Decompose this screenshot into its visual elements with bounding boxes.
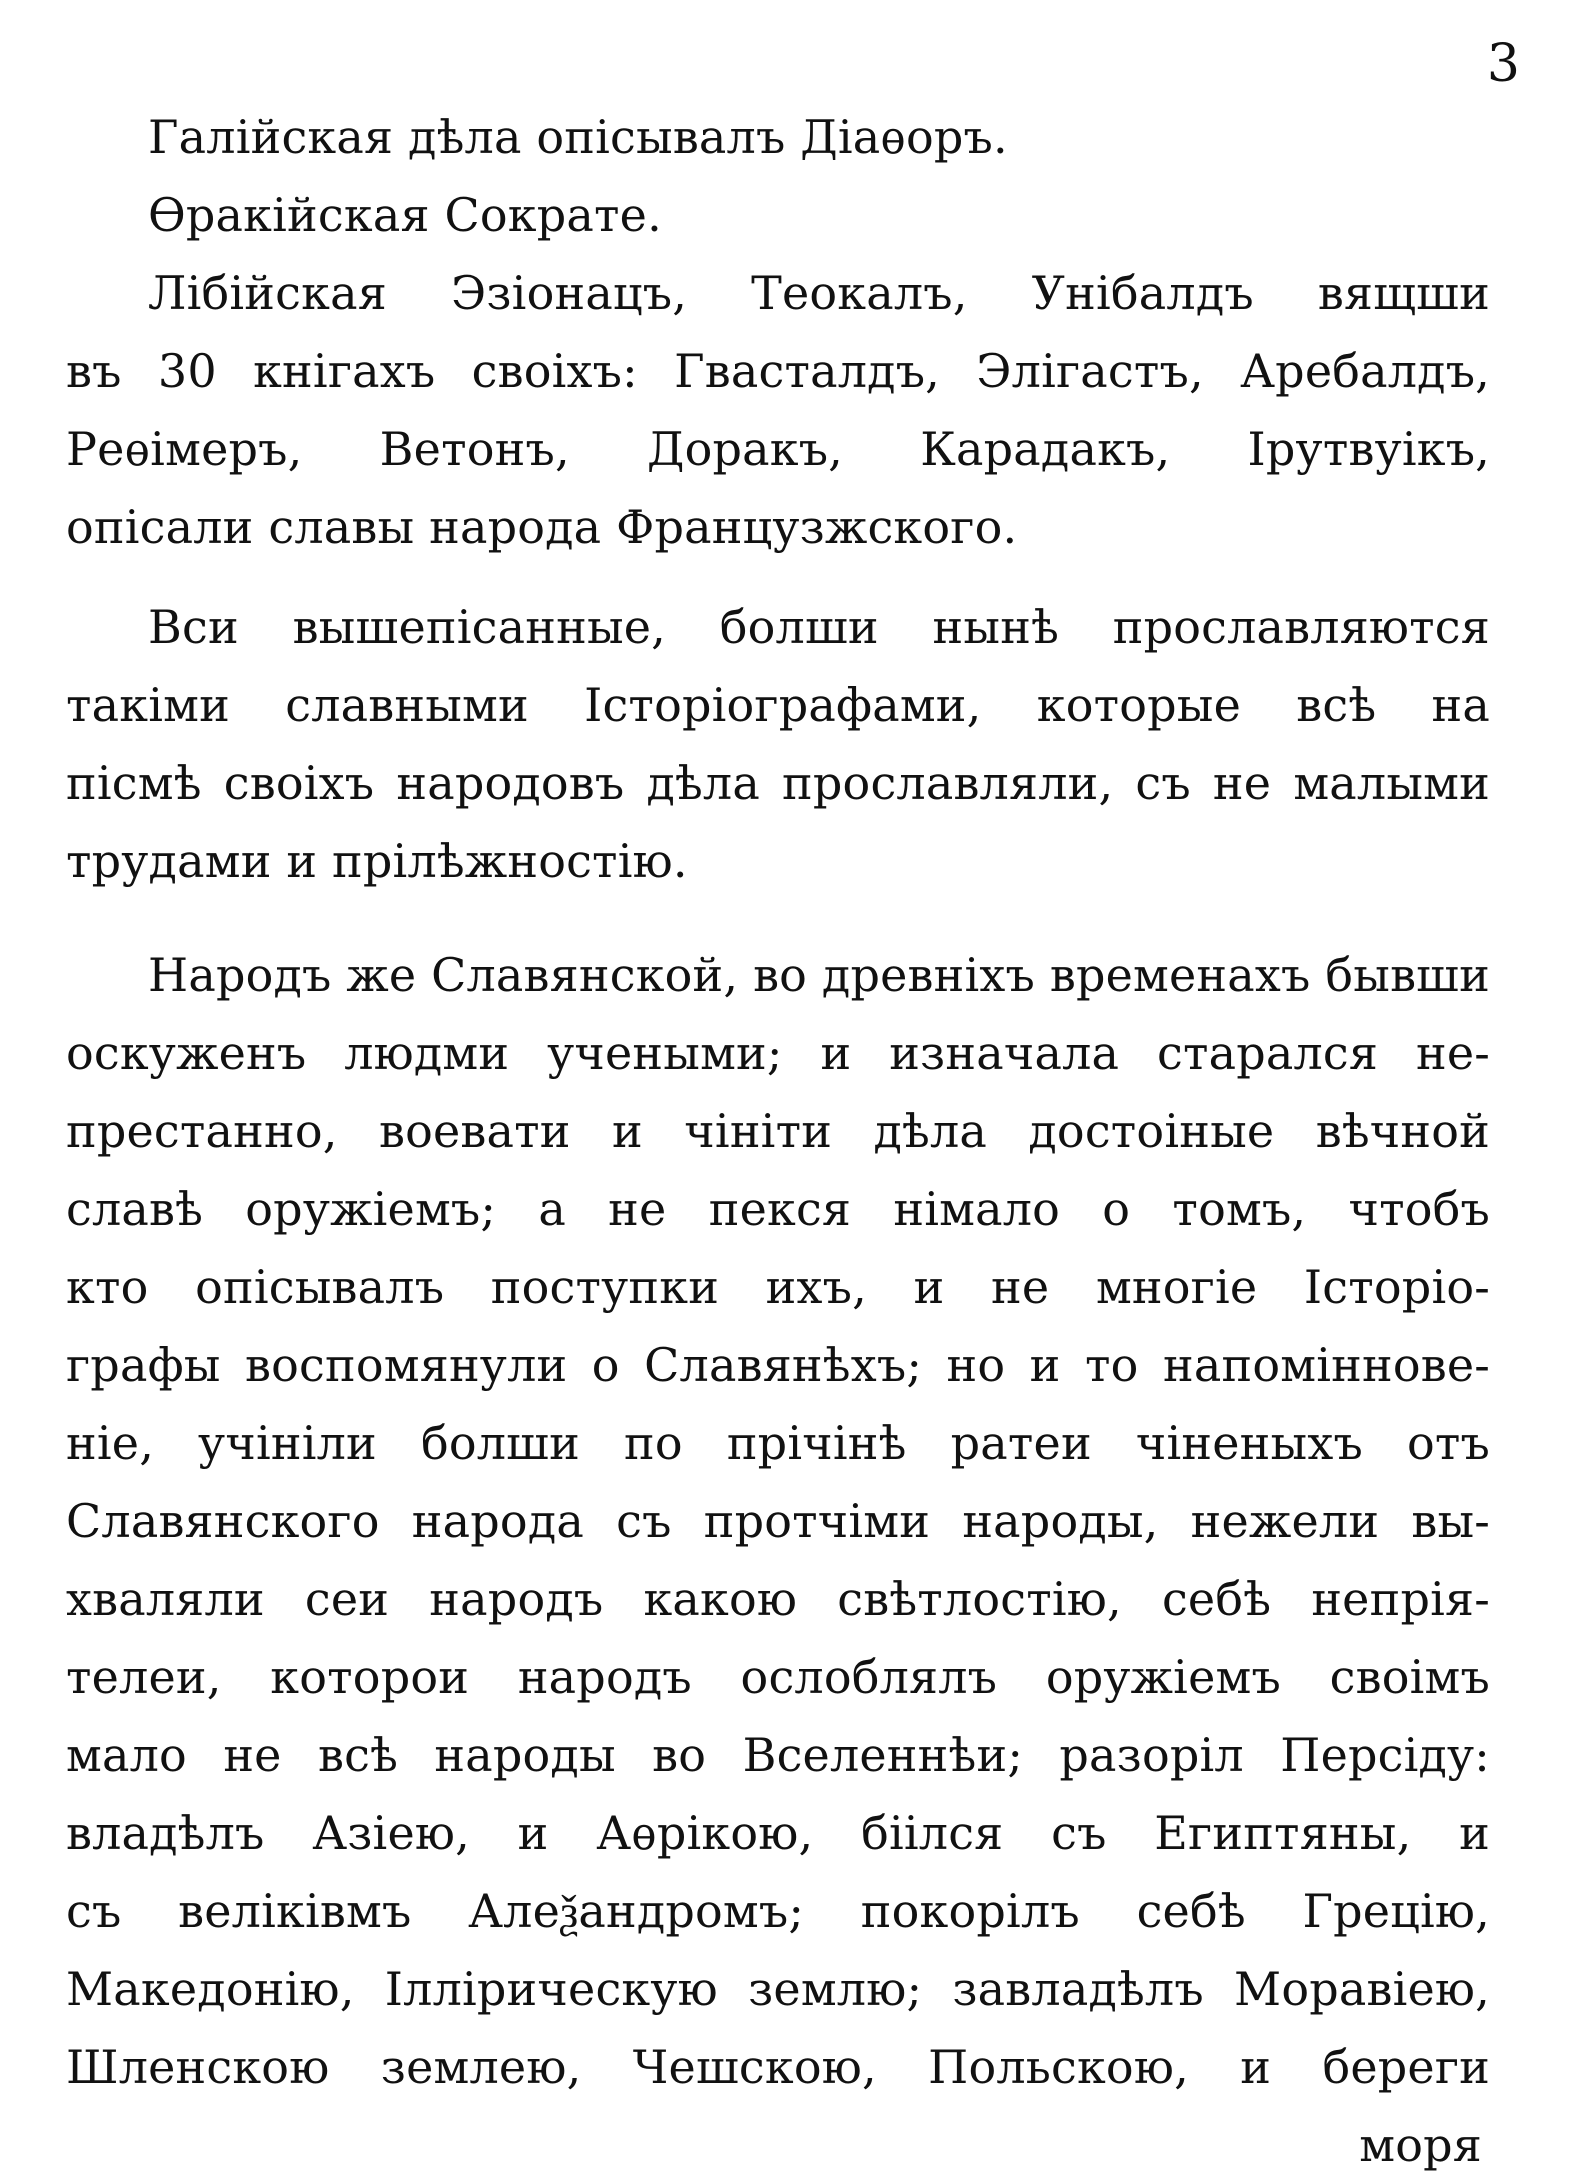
text-line: Шленскою землею, Чешскою, Польскою, и береги: [66, 2040, 1490, 2094]
text-line: владѣлъ Азіею, и Аѳрікою, біілся съ Египтяны, и: [66, 1806, 1490, 1860]
paragraph-2: [66, 588, 1490, 900]
text-line: хваляли сеи народъ какою свѣтлостію, себѣ непрія-: [66, 1572, 1490, 1626]
text-line: Лібійская Эзіонацъ, Теокалъ, Унібалдъ вящши: [148, 266, 1490, 320]
text-line: Ѳракійская Сократе.: [148, 188, 662, 242]
text-line: Народъ же Славянской, во древніхъ временахъ бывши: [148, 948, 1490, 1002]
text-line: кто опісывалъ поступки ихъ, и не многіе Історіо-: [66, 1260, 1490, 1314]
text-line: Галійская дѣла опісывалъ Діаѳоръ.: [148, 110, 1008, 164]
text-line: славѣ оружіемъ; а не пекся німало о томъ, чтобъ: [66, 1182, 1490, 1236]
text-line: Вси вышепісанные, болши нынѣ прославляются: [148, 600, 1490, 654]
paragraph-1: [66, 98, 1490, 566]
text-line: Македонію, Іллірическую землю; завладѣлъ Моравіею,: [66, 1962, 1490, 2016]
text-line: такіми славными Історіографами, которые всѣ на: [66, 678, 1490, 732]
text-line: оскуженъ людми учеными; и изначала старался не-: [66, 1026, 1490, 1080]
text-line: въ 30 кнігахъ своіхъ: Гвасталдъ, Элігастъ, Аребалдъ,: [66, 344, 1490, 398]
text-line: телеи, которои народъ ослоблялъ оружіемъ своімъ: [66, 1650, 1490, 1704]
text-line: пісмѣ своіхъ народовъ дѣла прославляли, съ не малыми: [66, 756, 1490, 810]
catchword: моря: [1359, 2118, 1482, 2172]
text-line: опісали славы народа Французжского.: [66, 500, 1018, 554]
text-line: мало не всѣ народы во Вселеннѣи; разоріл Персіду:: [66, 1728, 1490, 1782]
paragraph-3: [66, 936, 1490, 2184]
text-line: Славянского народа съ протчіми народы, нежели вы-: [66, 1494, 1490, 1548]
page-number: 3: [1486, 34, 1520, 94]
text-line: ніе, учініли болши по прічінѣ ратеи чіненыхъ отъ: [66, 1416, 1490, 1470]
text-line: престанно, воевати и чініти дѣла достоіные вѣчной: [66, 1104, 1490, 1158]
text-line: трудами и прілѣжностію.: [66, 834, 688, 888]
text-line: графы воспомянули о Славянѣхъ; но и то напоміннове-: [66, 1338, 1490, 1392]
text-line: Реѳімеръ, Ветонъ, Доракъ, Карадакъ, Ірутвуікъ,: [66, 422, 1490, 476]
text-line: съ веліківмъ Алеѯандромъ; покорілъ себѣ Грецію,: [66, 1884, 1490, 1938]
